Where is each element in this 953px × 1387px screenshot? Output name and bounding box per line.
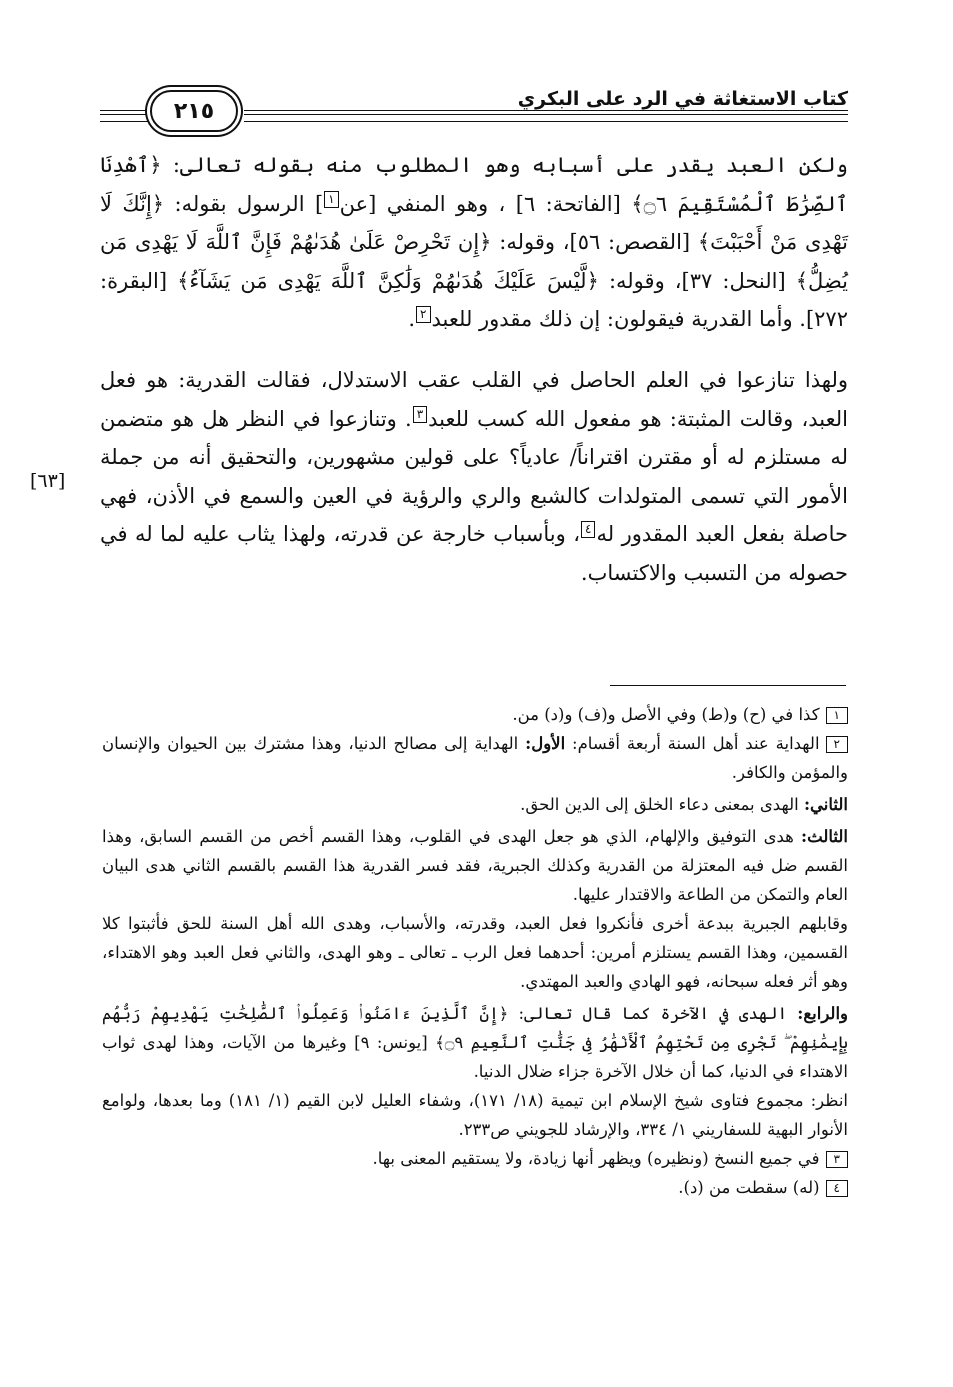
footnote-label: الثاني: xyxy=(803,795,848,814)
footnote-1 xyxy=(102,700,848,729)
footnote-2-third xyxy=(102,822,848,909)
footnote-marker[interactable]: ٤ xyxy=(581,521,595,538)
header-rule-right xyxy=(244,110,848,122)
footnote-2-jabr xyxy=(102,909,848,996)
footnote-marker[interactable]: ٢ xyxy=(416,306,430,323)
footnote-label: الثالث: xyxy=(801,827,848,846)
text-run: ولكن العبد يقدر على أسبابه وهو المطلوب منه بقوله تعالى: ﴿ٱهْدِنَا ٱلصِّرَٰطَ ٱلْمُسْتَقِيمَ ۝٦﴾ [الفاتحة: ٦] ، وهو المنفي [عن xyxy=(100,153,848,216)
footnote-text: (له) سقطت من (د). xyxy=(678,1178,820,1197)
text-run: ] الرسول بقوله: ﴿إِنَّكَ لَا تَهْدِى مَنْ أَحْبَبْتَ﴾ [القصص: ٥٦]، وقوله: ﴿إِن تَحْرِصْ عَلَىٰ هُدَىٰهُمْ فَإِنَّ ٱللَّهَ لَا يَهْدِى مَن يُضِلُّ﴾ [النحل: ٣٧]، وقوله: ﴿لَّيْسَ عَلَيْكَ هُدَىٰهُمْ وَلَٰكِنَّ ٱللَّهَ يَهْدِى مَن يَشَآءُ﴾ [البقرة: ٢٧٢]. وأما القدرية فيقولون: إن ذلك مقدور للعبد xyxy=(100,191,848,332)
text-run: ، وبأسباب خارجة عن قدرته، ولهذا يثاب عليه لما له في حصوله من التسبب والاكتساب. xyxy=(100,522,848,585)
footnote-2-second xyxy=(102,790,848,819)
footnote-label: والرابع: xyxy=(797,1004,848,1023)
footnote-text: الهداية إلى مصالح الدنيا، وهذا مشترك بين الحيوان والإنسان والمؤمن والكافر. xyxy=(102,734,848,782)
footnote-2-refs xyxy=(102,1086,848,1144)
footnote-text: في جميع النسخ (ونظيره) ويظهر أنها زيادة، ولا يستقيم المعنى بها. xyxy=(372,1149,820,1168)
page-header xyxy=(100,88,848,132)
main-text xyxy=(100,146,848,593)
text-run: ولهذا تنازعوا في العلم الحاصل في القلب عقب الاستدلال، فقالت القدرية: هو فعل العبد، وقالت المثبتة: هو مفعول الله كسب للعبد xyxy=(100,367,848,431)
footnote-marker[interactable]: ١ xyxy=(324,191,338,208)
book-title: كتاب الاستغاثة في الرد على البكري xyxy=(510,88,848,110)
footnote-number: ٣ xyxy=(826,1151,848,1168)
text-run: . xyxy=(408,307,416,332)
footnote-separator xyxy=(610,685,846,686)
footnote-number: ٢ xyxy=(826,736,848,753)
paragraph xyxy=(100,361,848,593)
footnote-text: انظر: مجموع فتاوى شيخ الإسلام ابن تيمية (١٨/ ١٧١)، وشفاء العليل لابن القيم (١/ ١٨١) وما بعدها، ولوامع الأنوار البهية للسفاريني ١/ ٣٣٤، والإرشاد للجويني ص٢٣٣. xyxy=(102,1091,849,1139)
footnote-2 xyxy=(102,729,848,787)
page-number: ٢١٥ xyxy=(150,90,238,132)
footnote-text: الهدى بمعنى دعاء الخلق إلى الدين الحق. xyxy=(520,795,804,814)
footnote-text: كذا في (ح) و(ط) وفي الأصل و(ف) و(د) من. xyxy=(512,705,820,724)
footnote-4 xyxy=(102,1173,848,1202)
footnote-label: الأول: xyxy=(525,734,566,753)
manuscript-page-ref: [٦٣] xyxy=(30,470,66,492)
footnote-number: ٤ xyxy=(826,1180,848,1197)
footnote-text: الهدى في الآخرة كما قال تعالى: ﴿إِنَّ ٱلَّذِينَ ءَامَنُوا۟ وَعَمِلُوا۟ ٱلصَّٰلِحَٰتِ يَهْدِيهِمْ رَبُّهُم بِإِيمَٰنِهِمْ ۖ تَجْرِى مِن تَحْتِهِمُ ٱلْأَنْهَٰرُ فِى جَنَّٰتِ ٱلنَّعِيمِ ۝٩﴾ [يونس: ٩] وغيرها من الآيات، وهذا لهدى ثواب الاهتداء في الدنيا، كما أن خلال الآخرة جزاء ضلال الدنيا. xyxy=(102,1004,848,1081)
text-run: . وتنازعوا في النظر هل هو متضمن له مستلزم له أو مقترن اقتراناً/ عادياً؟ على قولين مشهورين، والتحقيق أنه من جملة الأمور التي تسمى المتولدات كالشبع والري والرؤية في العين والسمع في الأذن، فهي حاصلة بفعل العبد المقدور له xyxy=(100,406,848,547)
footnote-2-fourth xyxy=(102,999,848,1086)
footnote-text: الهداية عند أهل السنة أربعة أقسام: xyxy=(565,734,820,753)
footnotes xyxy=(102,700,848,1202)
footnote-3 xyxy=(102,1144,848,1173)
header-rule-left xyxy=(100,110,156,122)
paragraph xyxy=(100,146,848,339)
footnote-text: وقابلهم الجبرية ببدعة أخرى فأنكروا فعل العبد، وقدرته، والأسباب، وهدى الله أهل السنة للحق فأثبتوا كلا القسمين، وهذا القسم يستلزم أمرين: أحدهما فعل الرب ـ تعالى ـ وهو الهدى، والثاني فعل العبد وهو الاهتداء، وهو أثر فعله سبحانه، فهو الهادي والعبد المهتدي. xyxy=(102,914,848,991)
footnote-text: هدى التوفيق والإلهام، الذي هو جعل الهدى في القلوب، وهذا القسم أخص من القسم السابق، وهذا القسم ضل فيه المعتزلة من القدرية وكذلك الجبرية، فقد فسر القدرية هذا القسم بالقسم الثاني هدى البيان العام والتمكن من الطاعة والاقتدار عليها. xyxy=(102,827,848,904)
footnote-marker[interactable]: ٣ xyxy=(413,406,427,423)
footnote-number: ١ xyxy=(826,707,848,724)
